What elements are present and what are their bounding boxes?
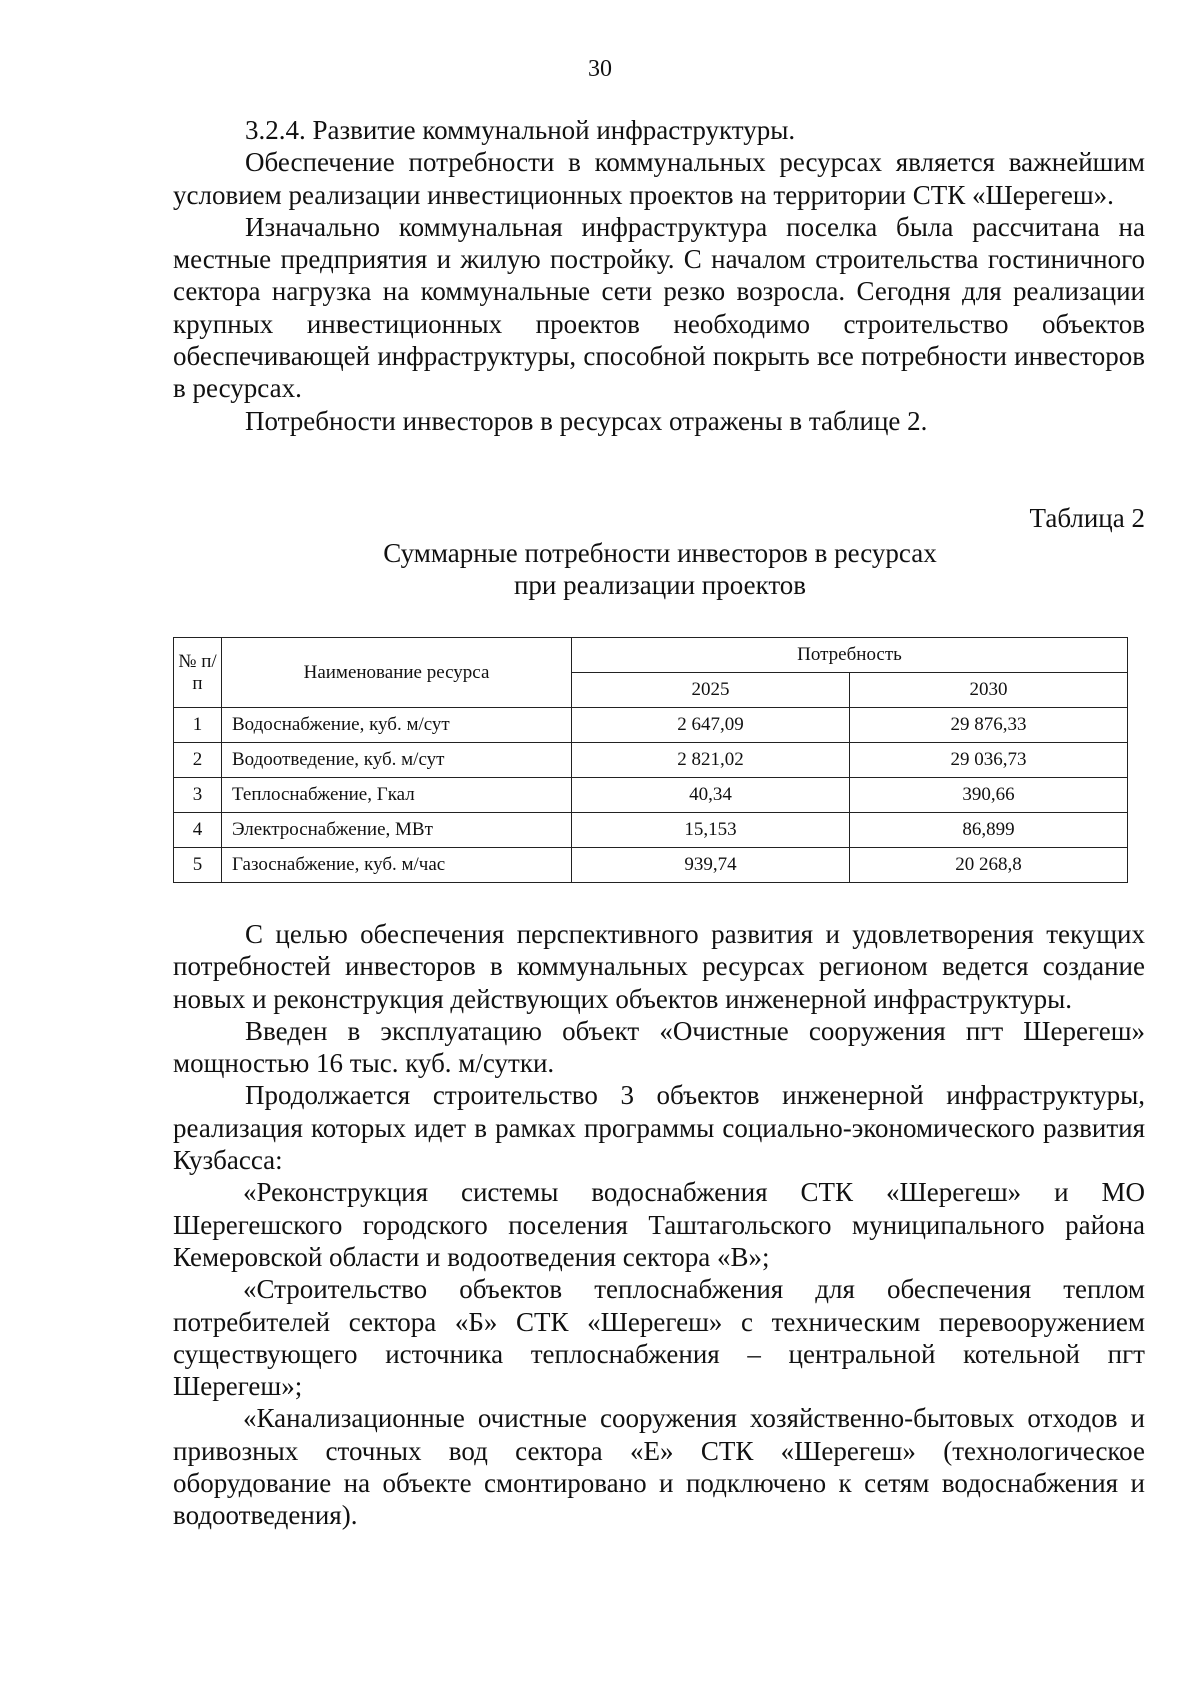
table-row xyxy=(174,778,1128,813)
cell-resource: Электроснабжение, МВт xyxy=(222,813,572,848)
intro-paragraph: Потребности инвесторов в ресурсах отражены в таблице 2. xyxy=(245,405,928,436)
cell-2030: 29 036,73 xyxy=(850,743,1128,778)
table-row xyxy=(174,848,1128,883)
header-resource-name: Наименование ресурса xyxy=(222,638,572,708)
table-row xyxy=(174,708,1128,743)
cell-2025: 40,34 xyxy=(572,778,850,813)
cell-num: 1 xyxy=(174,708,222,743)
section-title: 3.2.4. Развитие коммунальной инфраструктуры. xyxy=(245,115,796,145)
cell-2025: 2 647,09 xyxy=(572,708,850,743)
header-num: № п/п xyxy=(174,638,222,708)
cell-2030: 20 268,8 xyxy=(850,848,1128,883)
cell-resource: Теплоснабжение, Гкал xyxy=(222,778,572,813)
intro-paragraph: Обеспечение потребности в коммунальных ресурсах является важнейшим условием реализации инвестиционных проектов на территории СТК «Шерегеш». xyxy=(173,147,1145,210)
body-paragraph: Введен в эксплуатацию объект «Очистные сооружения пгт Шерегеш» мощностью 16 тыс. куб. м/сутки. xyxy=(173,1015,1145,1079)
cell-resource: Водоотведение, куб. м/сут xyxy=(222,743,572,778)
cell-2025: 2 821,02 xyxy=(572,743,850,778)
table-title xyxy=(0,537,1200,601)
body-paragraph: С целью обеспечения перспективного развития и удовлетворения текущих потребностей инвесторов в коммунальных ресурсах регионом ведется создание новых и реконструкция действующих объектов инженерной инфраструктуры. xyxy=(173,919,1145,1014)
project-item: «Реконструкция системы водоснабжения СТК «Шерегеш» и МО Шерегешского городского поселения Таштагольского муниципального района Кемеровской области и водоотведения сектора «В»; xyxy=(173,1177,1145,1272)
cell-num: 5 xyxy=(174,848,222,883)
header-year-2030: 2030 xyxy=(850,673,1128,708)
resource-table xyxy=(173,637,1128,883)
header-need: Потребность xyxy=(572,638,1128,673)
page-number: 30 xyxy=(588,56,612,82)
table-title-line: Суммарные потребности инвесторов в ресурсах xyxy=(383,538,937,568)
cell-2030: 29 876,33 xyxy=(850,708,1128,743)
intro-paragraph: Изначально коммунальная инфраструктура поселка была рассчитана на местные предприятия и жилую постройку. С началом строительства гостиничного сектора нагрузка на коммунальные сети резко возросла. Сегодня для реализации крупных инвестиционных проектов необходимо строительство объектов обеспечивающей инфраструктуры, способной покрыть все потребности инвесторов в ресурсах. xyxy=(173,211,1145,404)
after-text-block xyxy=(173,918,1145,1532)
table-title-line: при реализации проектов xyxy=(513,570,807,600)
table-row xyxy=(174,743,1128,778)
project-item: «Канализационные очистные сооружения хозяйственно-бытовых отходов и привозных сточных вод сектора «Е» СТК «Шерегеш» (технологическое оборудование на объекте смонтировано и подключено к сетям водоснабжения и водоотведения). xyxy=(173,1403,1145,1531)
body-paragraph: Продолжается строительство 3 объектов инженерной инфраструктуры, реализация которых идет в рамках программы социально-экономического развития Кузбасса: xyxy=(173,1080,1145,1176)
intro-text-block xyxy=(173,114,1145,437)
cell-2025: 939,74 xyxy=(572,848,850,883)
cell-resource: Водоснабжение, куб. м/сут xyxy=(222,708,572,743)
cell-2025: 15,153 xyxy=(572,813,850,848)
cell-2030: 86,899 xyxy=(850,813,1128,848)
table-row xyxy=(174,813,1128,848)
header-year-2025: 2025 xyxy=(572,673,850,708)
cell-2030: 390,66 xyxy=(850,778,1128,813)
cell-num: 4 xyxy=(174,813,222,848)
cell-num: 3 xyxy=(174,778,222,813)
cell-num: 2 xyxy=(174,743,222,778)
cell-resource: Газоснабжение, куб. м/час xyxy=(222,848,572,883)
project-item: «Строительство объектов теплоснабжения для обеспечения теплом потребителей сектора «Б» СТК «Шерегеш» с техническим перевооружением существующего источника теплоснабжения – центральной котельной пгт Шерегеш»; xyxy=(173,1274,1145,1402)
table-label: Таблица 2 xyxy=(1029,503,1145,533)
